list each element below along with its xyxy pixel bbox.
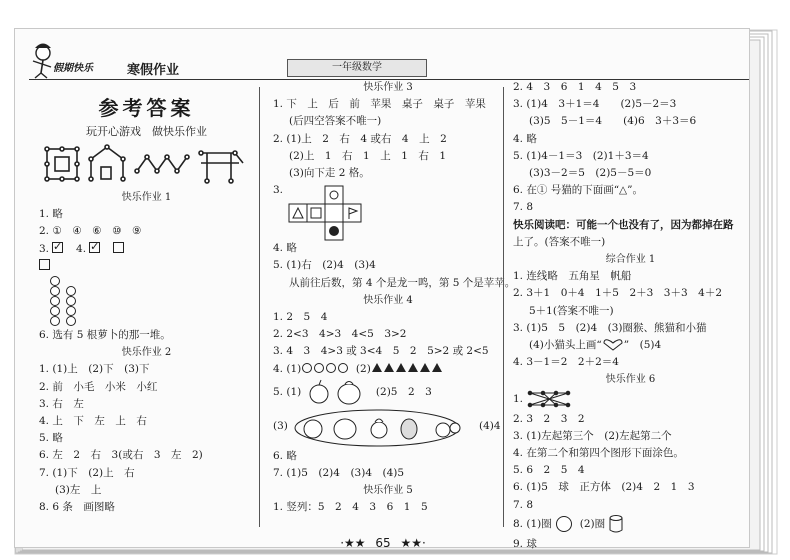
circle-icon <box>326 363 336 373</box>
answer-line: 3. 4 3 4>3 或 3<4 5 2 5>2 或 2<5 <box>273 345 489 358</box>
answer-line: 2. 4 3 6 1 4 5 3 <box>513 81 637 93</box>
answer-line: 4. 略 <box>513 132 537 145</box>
triangle-icon <box>408 363 418 372</box>
cube-net-drawing <box>287 184 397 242</box>
empty-box-icon <box>39 259 50 270</box>
answer-line: 5. (1)右 (2)4 (3)4 <box>273 259 376 272</box>
answer-line-dots <box>513 389 748 411</box>
page-footer <box>15 536 751 550</box>
logo-text: 假期快乐 <box>53 63 93 74</box>
answer-line-checkboxes <box>39 241 254 258</box>
page-header <box>29 39 729 79</box>
answer-line: 2. ① ④ ⑥ ⑩ ⑨ <box>39 225 142 238</box>
section-heading: 综合作业 1 <box>605 254 656 266</box>
section-heading: 快乐作业 2 <box>121 347 172 359</box>
answer-line: 5. (1)4－1＝3 (2)1＋3＝4 <box>513 149 649 162</box>
answer-line: 1. 2 5 4 <box>273 311 328 324</box>
answer-line: (3)3－2＝5 (2)5－5＝0 <box>529 167 652 180</box>
answer-line: 7. (1)下 (2)上 右 <box>39 466 135 479</box>
circle-icon <box>302 363 312 373</box>
answer-subnumber: (3) <box>273 419 288 432</box>
answer-text: ” (5)4 <box>623 339 662 352</box>
answer-line: 4. 上 下 左 上 右 <box>39 415 147 428</box>
checked-box-icon <box>89 242 100 253</box>
connected-dots-drawing <box>526 389 572 409</box>
fruit-drawings <box>305 378 373 406</box>
answer-number: 4. <box>76 242 87 255</box>
circled-fruits-drawing <box>293 408 473 448</box>
answer-line: 6. (1)5 球 正方体 (2)4 2 1 3 <box>513 481 695 494</box>
answer-subnumber: (2)圈 <box>579 517 606 530</box>
section-heading: 快乐作业 3 <box>363 82 413 93</box>
circle-icon <box>314 363 324 373</box>
triangle-icon <box>372 363 382 372</box>
answer-column-2 <box>273 79 516 517</box>
answer-line-heart <box>513 337 748 354</box>
column-divider <box>503 87 504 527</box>
answer-line: 4. 3－1＝2 2＋2＝4 <box>513 356 619 369</box>
answer-line: 4. 略 <box>273 242 297 255</box>
answer-line: 9. 球 <box>513 537 537 550</box>
answer-line: 5＋1(答案不唯一) <box>529 304 614 317</box>
answer-number: 1. <box>513 392 524 405</box>
answer-line: 3. (1)4 3＋1＝4 (2)5－2＝3 <box>513 98 677 111</box>
answer-line: 5. 略 <box>39 432 63 445</box>
answer-line: 2. 2<3 4>3 4<5 3>2 <box>273 328 407 341</box>
answer-line: 6. 左 2 右 3(或右 3 左 2) <box>39 449 203 462</box>
section-heading: 快乐作业 4 <box>363 294 413 306</box>
column-divider <box>259 87 260 527</box>
answer-line: 7. (1)5 (2)4 (3)4 (4)5 <box>273 467 405 480</box>
triangle-icon <box>396 363 406 372</box>
circle-icon <box>338 363 348 373</box>
circle-grid-drawing <box>49 275 109 327</box>
answer-line: (2)上 1 右 1 上 1 右 1 <box>289 149 447 162</box>
checked-box-icon <box>52 242 63 253</box>
answer-line-fruits <box>273 378 503 408</box>
answer-line-box <box>39 258 254 275</box>
answer-line: 6. 在① 号猫的下面画“△”。 <box>513 184 644 197</box>
answer-line: 2. 3 2 3 2 <box>513 412 585 425</box>
answer-text: (4)小猫头上画“ <box>529 339 602 352</box>
workbook-title: 寒假作业 <box>127 63 180 78</box>
answer-line: 6. 略 <box>273 449 297 462</box>
answer-line: 1. 竖列：5 2 4 3 6 1 5 <box>273 501 428 514</box>
answer-line: 3. (1)5 5 (2)4 (3)圈猴、熊猫和小猫 <box>513 321 707 334</box>
answer-line: 7. 8 <box>513 498 534 511</box>
triangle-icon <box>432 363 442 372</box>
section-heading: 快乐作业 5 <box>363 485 413 497</box>
answer-line: 6. 选有 5 根萝卜的那一堆。 <box>39 329 171 342</box>
answer-number: 4. (1) <box>273 362 302 375</box>
answer-number: 3. <box>39 242 50 255</box>
answer-line: 3. (1)左起第三个 (2)左起第二个 <box>513 429 672 442</box>
answer-line-solids <box>513 514 748 536</box>
cylinder-icon <box>608 514 624 534</box>
answer-line: 7. 8 <box>513 201 534 214</box>
answer-number: 8. (1)圈 <box>513 517 552 530</box>
answer-line: 8. 6 条 画图略 <box>39 501 115 514</box>
answer-line: 2. (1)上 2 右 4 或右 4 上 2 <box>273 132 447 145</box>
reading-answer: 上了。(答案不唯一) <box>513 235 606 248</box>
answer-line: (3)向下走 2 格。 <box>289 167 370 180</box>
answer-line-fruit-oval <box>273 408 503 448</box>
empty-box-icon <box>113 242 124 253</box>
answer-subnumber: (2) <box>355 362 371 375</box>
answer-number: 3. <box>273 184 284 197</box>
answer-line: (3)5 5－1＝4 (4)6 3＋3＝6 <box>529 115 697 128</box>
page-title: 参考答案 <box>98 96 195 120</box>
section-heading: 快乐作业 1 <box>121 192 172 203</box>
answer-column-1 <box>39 91 254 516</box>
answer-line: 从前往后数，第 4 个是龙一鸣，第 5 个是苹苹。 <box>289 276 516 289</box>
answer-line: 1. 连线略 五角星 帆船 <box>513 270 632 283</box>
answer-line: 1. (1)上 (2)下 (3)下 <box>39 363 150 376</box>
footer-left-stars: ·★★ <box>340 536 366 550</box>
reading-answer: 快乐阅读吧：可能一个也没有了，因为都掉在路 <box>513 218 734 231</box>
answer-line: 2. 3＋1 0＋4 1＋5 2＋3 3＋3 4＋2 <box>513 287 723 300</box>
triangle-icon <box>384 363 394 372</box>
triangle-icon <box>420 363 430 372</box>
answer-line: 3. 右 左 <box>39 397 84 410</box>
footer-right-stars: ★★· <box>400 536 426 550</box>
answer-line: 4. 在第二个和第四个图形下面涂色。 <box>513 447 684 460</box>
section-heading: 快乐作业 6 <box>605 374 656 386</box>
answer-column-3 <box>513 79 748 553</box>
answer-subnumber: (2)5 2 3 <box>375 385 432 398</box>
page-number: 65 <box>375 536 391 550</box>
dot-figure-drawings <box>39 143 249 187</box>
answer-line-net <box>273 182 503 240</box>
answer-line: 1. 下 上 后 前 苹果 桌子 桌子 苹果 <box>273 98 486 111</box>
answer-line: (3)左 上 <box>55 483 102 496</box>
answer-subnumber: (4)4 <box>479 419 501 432</box>
slogan: 玩开心游戏 做快乐作业 <box>86 125 207 138</box>
answer-line: 5. 6 2 5 4 <box>513 464 585 477</box>
workbook-page <box>14 28 750 548</box>
answer-line: 1. 略 <box>39 208 63 221</box>
subject-label: 一年级数学 <box>287 59 427 77</box>
answer-line: (后四空答案不唯一) <box>289 115 382 128</box>
answer-line: 2. 前 小毛 小米 小红 <box>39 380 158 393</box>
heart-icon <box>602 339 624 351</box>
answer-line-shapes <box>273 361 503 378</box>
sphere-icon <box>555 515 573 533</box>
answer-number: 5. (1) <box>273 385 302 398</box>
